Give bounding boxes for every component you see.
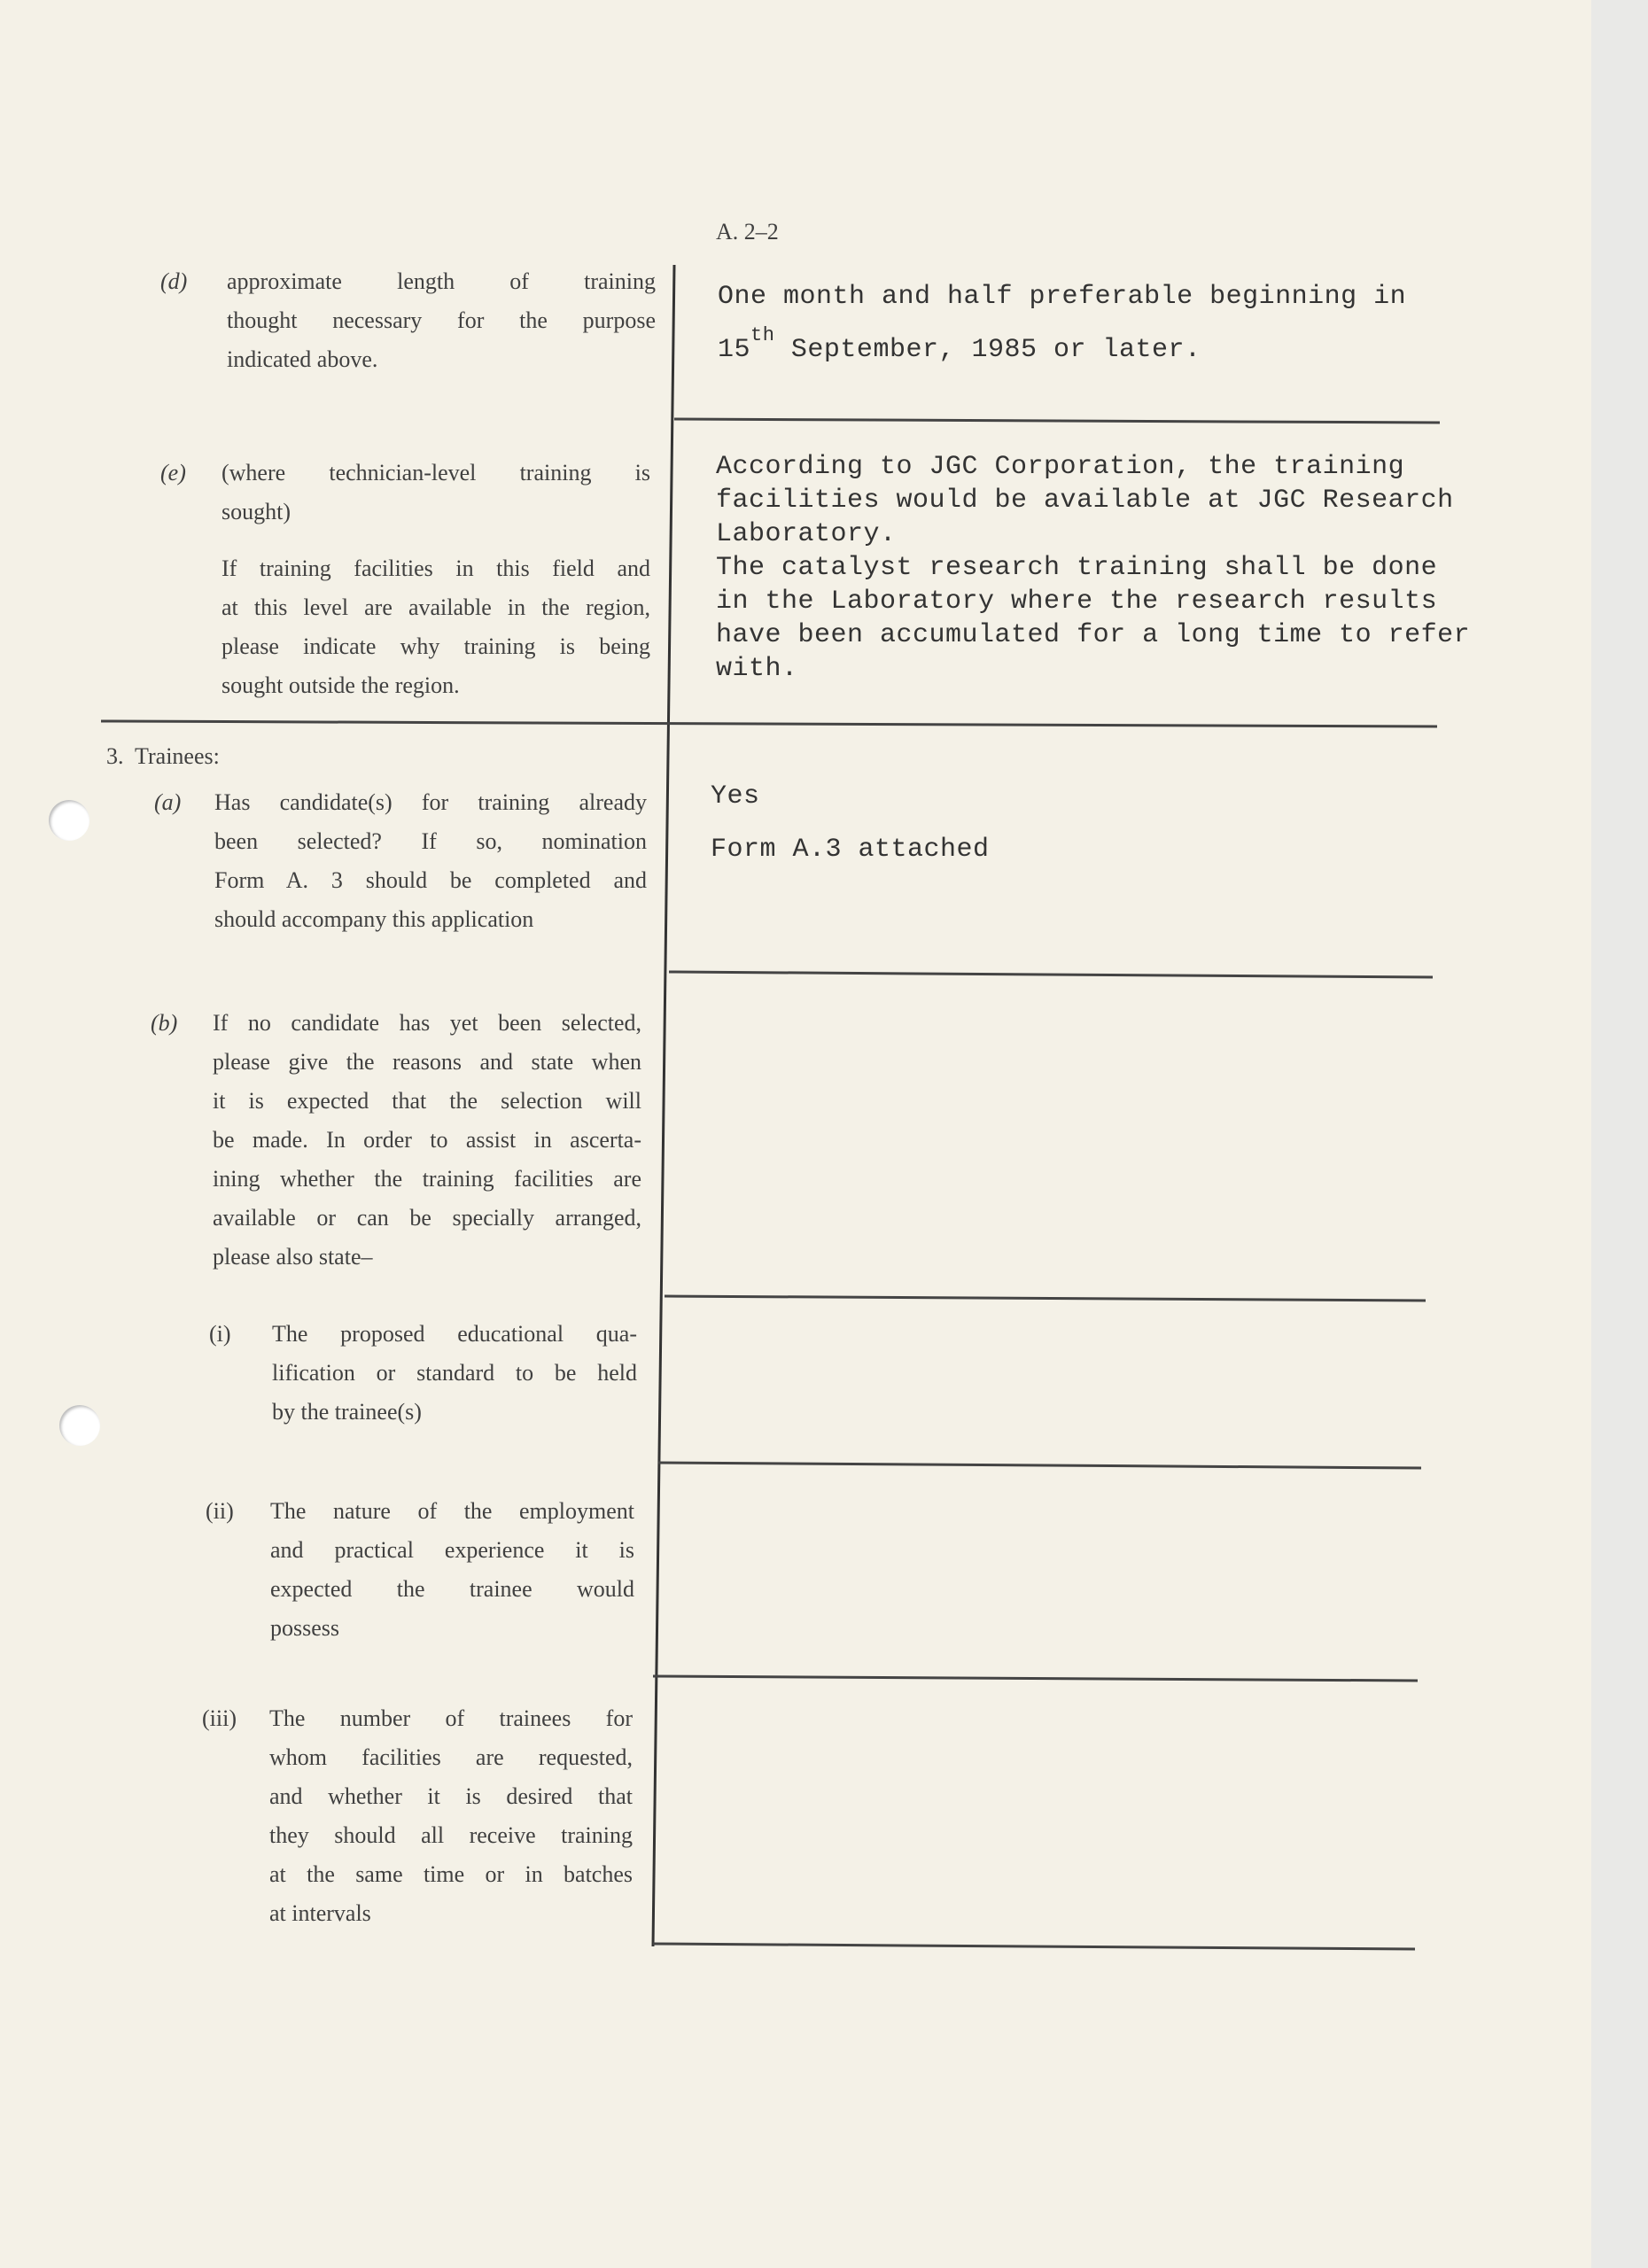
text-line: The nature of the employment <box>270 1498 634 1524</box>
text-line: The number of trainees for <box>269 1705 633 1731</box>
text-line: be made. In order to assist in ascerta- <box>213 1127 641 1153</box>
item-label-iii: (iii) <box>202 1705 237 1731</box>
text-line: lification or standard to be held <box>272 1360 637 1386</box>
text-line: Has candidate(s) for training already <box>214 789 647 815</box>
item-label-a: (a) <box>154 789 182 815</box>
text-line: possess <box>270 1615 340 1641</box>
question-3b-ii <box>270 1492 634 1648</box>
text-line: The catalyst research training shall be done <box>716 553 1438 583</box>
text-line: approximate length of training <box>227 268 656 294</box>
answer-d-line2 <box>718 324 1201 369</box>
item-label-i: (i) <box>209 1321 231 1347</box>
text-line: indicated above. <box>227 346 378 372</box>
answer-d-line1: One month and half preferable beginning in <box>718 282 1407 312</box>
text-line: at intervals <box>269 1900 371 1926</box>
text-line: please also state– <box>213 1244 373 1270</box>
answer-form-attached: Form A.3 attached <box>711 835 990 865</box>
answer-ordinal: th <box>750 324 775 346</box>
answer-e <box>716 450 1470 686</box>
page-reference: A. 2–2 <box>716 219 779 245</box>
text-line: Laboratory. <box>716 519 897 549</box>
rule-d <box>674 419 1440 423</box>
question-3b-i <box>272 1315 637 1432</box>
rule-3iii <box>653 1944 1415 1949</box>
rule-e <box>101 721 1437 726</box>
question-3b <box>213 1004 641 1277</box>
text-line: at this level are available in the region, <box>222 594 650 620</box>
text-line: sought outside the region. <box>222 672 460 698</box>
text-line: with. <box>716 654 798 684</box>
rule-3b <box>665 1296 1426 1301</box>
answer-day: 15 <box>718 335 751 365</box>
text-line: by the trainee(s) <box>272 1399 422 1425</box>
text-line: If training facilities in this field and <box>222 555 650 581</box>
text-line: Form A. 3 should be completed and <box>214 867 647 893</box>
text-line: have been accumulated for a long time to refer <box>716 620 1471 650</box>
rule-3a <box>669 972 1433 977</box>
column-divider <box>653 265 674 1946</box>
item-label-d: (d) <box>160 268 188 294</box>
item-label-e: (e) <box>160 460 186 485</box>
text-line: According to JGC Corporation, the training <box>716 452 1405 482</box>
text-line: whom facilities are requested, <box>269 1744 633 1770</box>
text-line: sought) <box>222 499 291 524</box>
text-line: The proposed educational qua- <box>272 1321 637 1347</box>
text-line: expected the trainee would <box>270 1576 634 1602</box>
question-d <box>227 262 656 379</box>
question-e-detail <box>222 549 650 705</box>
text-line: been selected? If so, nomination <box>214 828 647 854</box>
text-line: ining whether the training facilities are <box>213 1166 641 1192</box>
text-line: they should all receive training <box>269 1822 633 1848</box>
answer-yes: Yes <box>711 781 760 812</box>
text-line: should accompany this application <box>214 906 534 932</box>
text-line: please give the reasons and state when <box>213 1049 641 1075</box>
rule-3ii <box>653 1676 1418 1681</box>
text-line: and practical experience it is <box>270 1537 634 1563</box>
text-line: If no candidate has yet been selected, <box>213 1010 641 1036</box>
text-line: at the same time or in batches <box>269 1861 633 1887</box>
question-3b-iii <box>269 1699 633 1933</box>
answer-date: September, 1985 or later. <box>774 335 1201 365</box>
rule-3i <box>658 1463 1421 1468</box>
text-line: facilities would be available at JGC Research <box>716 485 1454 516</box>
text-line: it is expected that the selection will <box>213 1088 641 1114</box>
question-3a <box>214 783 647 939</box>
text-line: and whether it is desired that <box>269 1783 633 1809</box>
text-line: thought necessary for the purpose <box>227 307 656 333</box>
text-line: (where technician-level training is <box>222 460 650 485</box>
text-line: please indicate why training is being <box>222 633 650 659</box>
question-e <box>222 454 650 532</box>
text-line: in the Laboratory where the research results <box>716 586 1438 617</box>
item-label-b: (b) <box>151 1010 178 1036</box>
item-label-ii: (ii) <box>206 1498 234 1524</box>
section-heading-trainees: 3. Trainees: <box>106 743 220 769</box>
text-line: available or can be specially arranged, <box>213 1205 641 1231</box>
